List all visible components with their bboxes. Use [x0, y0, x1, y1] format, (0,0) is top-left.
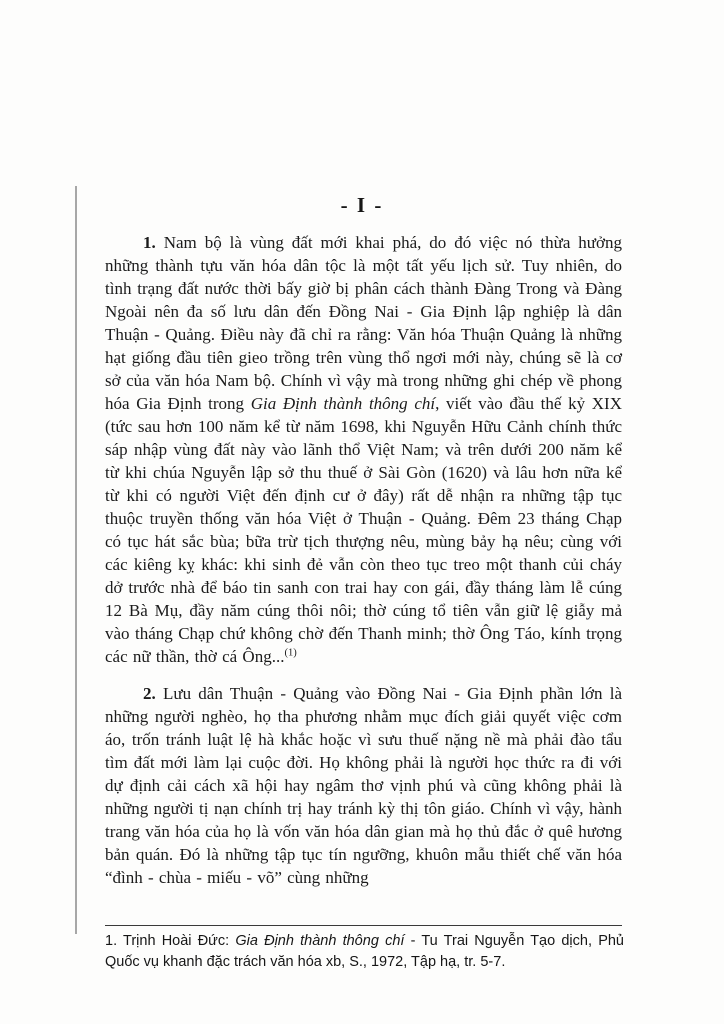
footnote-divider [105, 925, 622, 926]
text-segment: - Tu Trai Nguyễn Tạo dịch, Phủ Quốc vụ khanh đặc trách văn hóa xb, S., 1972, Tập hạ, tr. 5-7. [105, 933, 624, 970]
text-segment: Gia Định thành thông chí [250, 394, 436, 413]
text-segment: Lưu dân Thuận - Quảng vào Đồng Nai - Gia Định phần lớn là những người nghèo, họ tha phương nhằm mục đích giải quyết việc cơm áo, trốn tránh luật lệ hà khắc hoặc vì sưu thuế nặng nề mà phải đào tẩu tìm đất mới làm lại cuộc đời. Họ không phải là người học thức ra đi với dự định cải cách xã hội hay ngâm thơ vịnh phú và cũng không phải là những người tị nạn chính trị hay tránh kỳ thị tôn giáo. Chính vì vậy, hành trang văn hóa của họ là vốn văn hóa dân gian mà họ thủ đắc ở quê hương bản quán. Đó là những tập tục tín ngưỡng, khuôn mẫu thiết chế văn hóa “đình - chùa - miếu - võ” cùng những [105, 684, 623, 887]
text-segment: 1. Trịnh Hoài Đức: [105, 933, 236, 949]
text-segment: Nam bộ là vùng đất mới khai phá, do đó việc nó thừa hưởng những thành tựu văn hóa dân tộc là một tất yếu lịch sử. Tuy nhiên, do tình trạng đất nước thời bấy giờ bị phân cách thành Đàng Trong và Đàng Ngoài nên đa số lưu dân đến Đồng Nai - Gia Định lập nghiệp là dân Thuận - Quảng. Điều này đã chỉ ra rằng: Văn hóa Thuận Quảng là những hạt giống đầu tiên gieo trồng trên vùng thổ ngơi mới này, chúng sẽ là cơ sở của văn hóa Nam bộ. Chính vì vậy mà trong những ghi chép về phong hóa Gia Định trong [105, 233, 623, 413]
paragraph [105, 231, 622, 668]
text-segment: 1. [143, 233, 164, 252]
text-segment: 2. [143, 684, 163, 703]
body-text [105, 231, 622, 889]
footnote-text [105, 931, 624, 973]
text-segment: Gia Định thành thông chí [235, 933, 405, 949]
text-segment: , viết vào đầu thế kỷ XIX (tức sau hơn 100 năm kể từ năm 1698, khi Nguyễn Hữu Cảnh chính thức sáp nhập vùng đất này vào lãnh thổ Việt Nam; và trên dưới 200 năm kể từ khi chúa Nguyễn lập sở thu thuế ở Sài Gòn (1620) và lâu hơn nữa kể từ khi có người Việt đến định cư ở đây) rất dễ nhận ra những tập tục thuộc truyền thống văn hóa Việt ở Thuận - Quảng. Đêm 23 tháng Chạp có tục hát sắc bùa; bữa trừ tịch thượng nêu, mùng bảy hạ nêu; cùng với các kiêng kỵ khác: khi sinh đẻ vẫn còn theo tục treo một thanh củi cháy dở trước nhà để báo tin sanh con trai hay con gái, đầy tháng làm lễ cúng 12 Bà Mụ, đầy năm cúng thôi nôi; thờ cúng tổ tiên vẫn giữ lệ giẫy mả vào tháng Chạp chứ không chờ đến Thanh minh; thờ Ông Táo, kính trọng các nữ thần, thờ cá Ông... [105, 394, 622, 666]
chapter-heading: - I - [340, 193, 384, 217]
scan-edge-line [75, 186, 77, 934]
footnote-ref: (1) [284, 647, 297, 659]
paragraph [105, 682, 622, 889]
